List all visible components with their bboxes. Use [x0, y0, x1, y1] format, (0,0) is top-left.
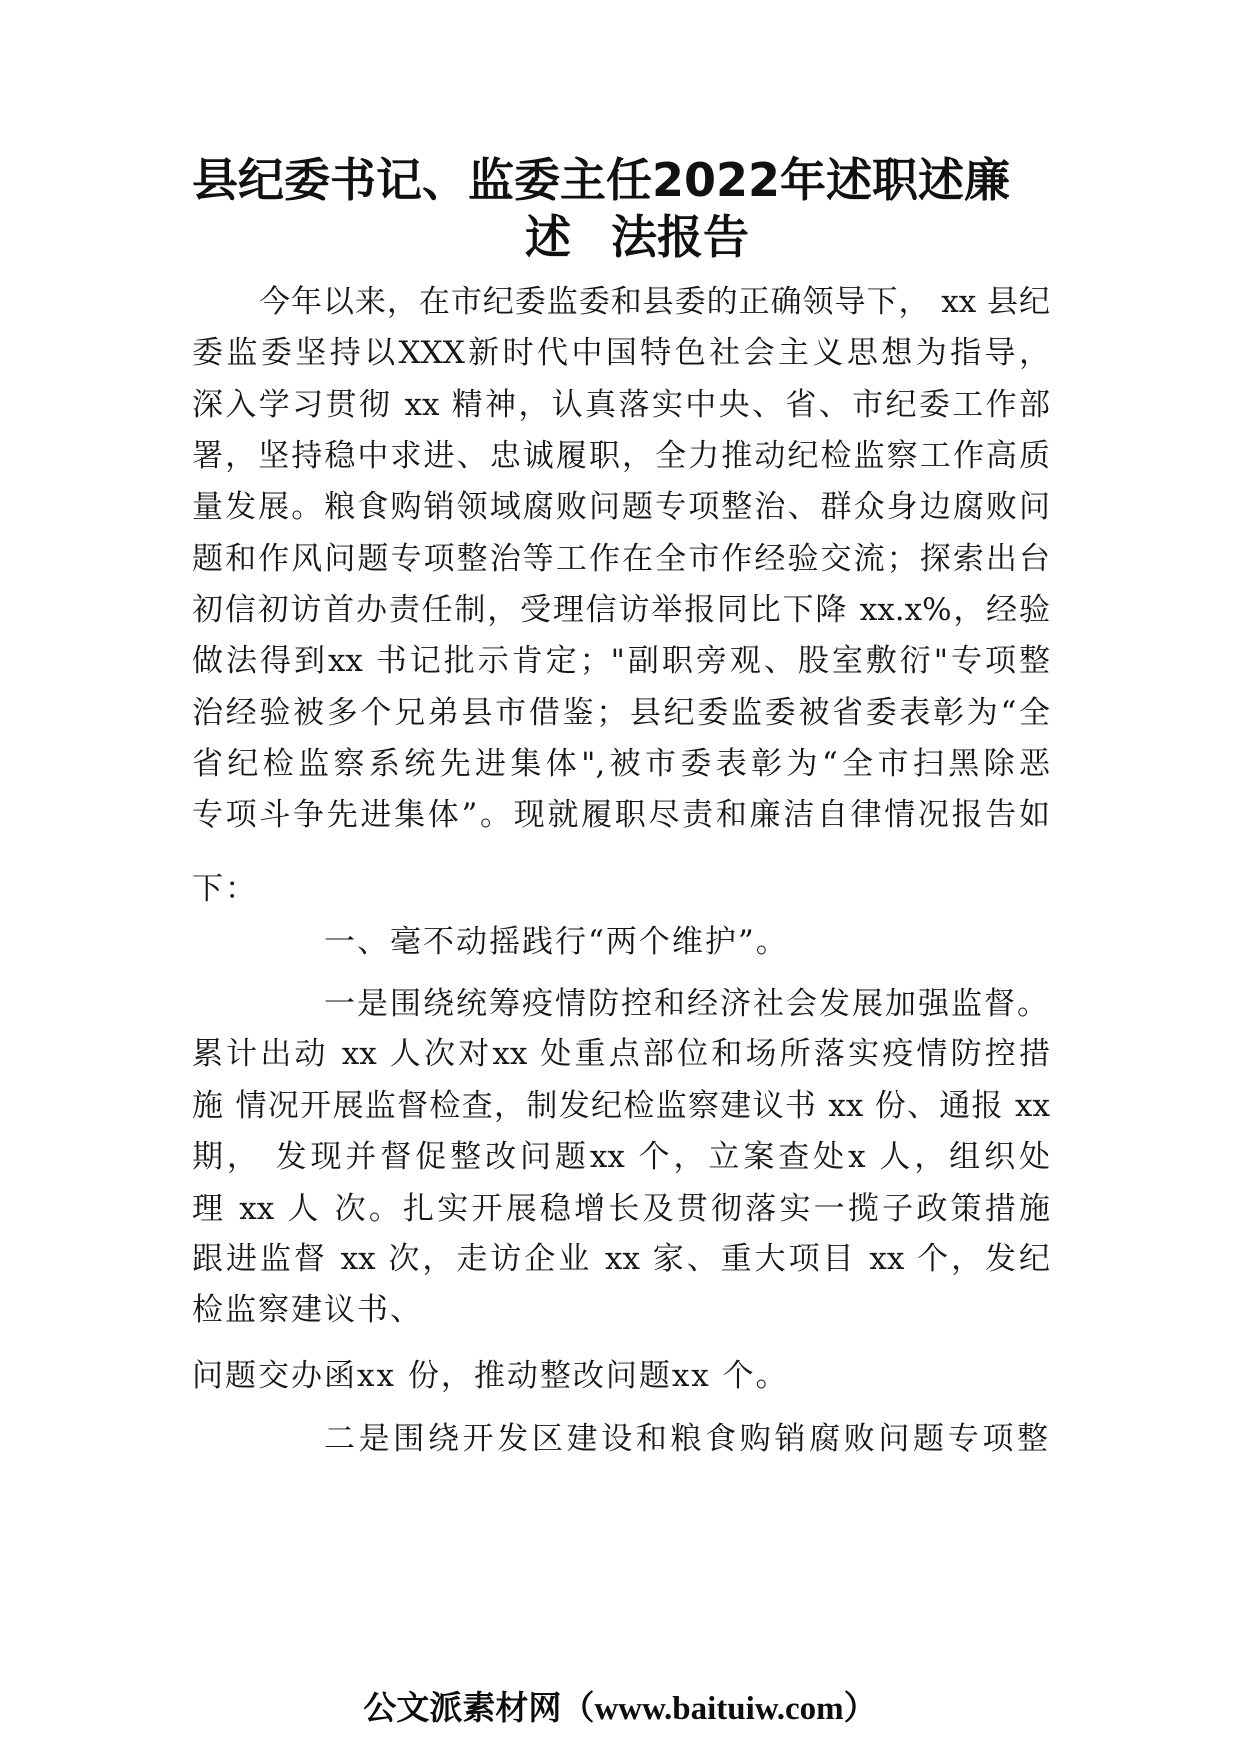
text-line: 施 情况开展监督检查，制发纪检监察建议书 xx 份、通报 xx	[192, 1088, 1050, 1124]
text-line: 署，坚持稳中求进、忠诚履职，全力推动纪检监察工作高质	[192, 438, 1050, 474]
section-heading: 一、毫不动摇践行“两个维护”。	[324, 924, 789, 960]
text-line: 委监委坚持以XXX新时代中国特色社会主义思想为指导，	[192, 335, 1050, 371]
text-line: 今年以来，在市纪委监委和县委的正确领导下， xx 县纪	[259, 284, 1050, 320]
text-line: 治经验被多个兄弟县市借鉴；县纪委监委被省委表彰为“全	[192, 695, 1050, 731]
text-line: 题和作风问题专项整治等工作在全市作经验交流；探索出台	[192, 541, 1050, 577]
text-line: 专项斗争先进集体”。现就履职尽责和廉洁自律情况报告如	[192, 797, 1050, 833]
text-line: 一是围绕统筹疫情防控和经济社会发展加强监督。	[324, 986, 1048, 1022]
text-line: 初信初访首办责任制，受理信访举报同比下降 xx.x%，经验	[192, 592, 1050, 628]
text-line: 期， 发现并督促整改问题xx 个，立案查处x 人，组织处	[192, 1139, 1050, 1175]
text-line: 省纪检监察系统先进集体",被市委表彰为“全市扫黑除恶	[192, 746, 1050, 782]
footer-source: 公文派素材网（www.baituiw.com）	[363, 1691, 877, 1727]
text-line: 检监察建议书、	[192, 1292, 423, 1328]
text-line: 做法得到xx 书记批示肯定；"副职旁观、股室敷衍"专项整	[192, 643, 1050, 679]
text-line: 二是围绕开发区建设和粮食购销腐败问题专项整	[324, 1421, 1048, 1457]
title-line: 述 法报告	[525, 210, 750, 264]
text-line: 累计出动 xx 人次对xx 处重点部位和场所落实疫情防控措	[192, 1036, 1050, 1072]
text-line: 下：	[192, 871, 258, 907]
text-line: 跟进监督 xx 次，走访企业 xx 家、重大项目 xx 个，发纪	[192, 1241, 1050, 1277]
text-line: 问题交办函xx 份，推动整改问题xx 个。	[192, 1358, 789, 1394]
text-line: 量发展。粮食购销领域腐败问题专项整治、群众身边腐败问	[192, 489, 1050, 525]
title-line: 县纪委书记、监委主任2022年述职述廉	[192, 153, 1011, 207]
text-line: 深入学习贯彻 xx 精神，认真落实中央、省、市纪委工作部	[192, 387, 1050, 423]
text-line: 理 xx 人 次。扎实开展稳增长及贯彻落实一揽子政策措施	[192, 1191, 1050, 1227]
